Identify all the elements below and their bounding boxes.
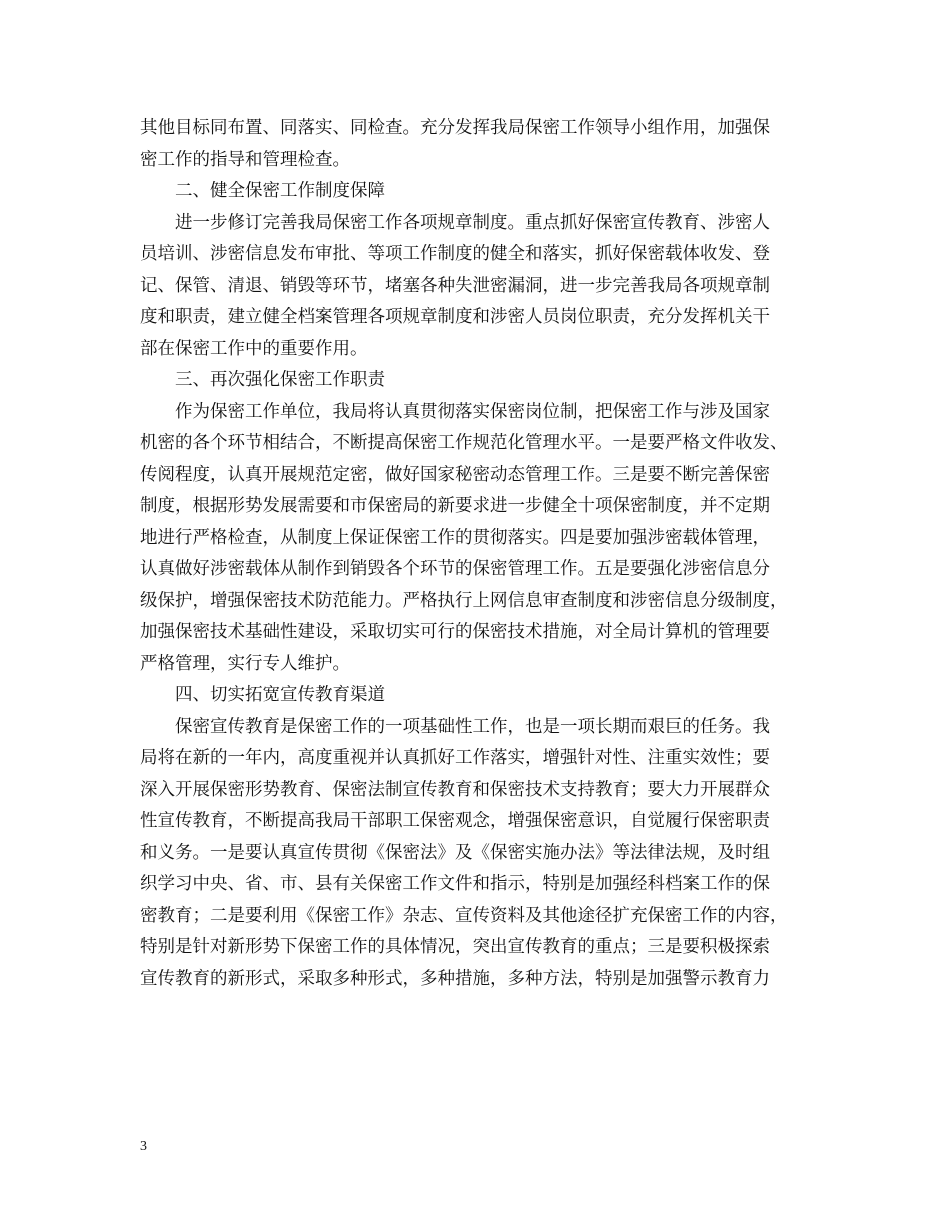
section-heading: 二、健全保密工作制度保障 bbox=[175, 181, 385, 201]
section-heading: 四、切实拓宽宣传教育渠道 bbox=[175, 685, 385, 705]
text-line: 机密的各个环节相结合，不断提高保密工作规范化管理水平。一是要严格文件收发、 bbox=[140, 433, 788, 453]
text-line: 作为保密工作单位，我局将认真贯彻落实保密岗位制，把保密工作与涉及国家 bbox=[175, 401, 770, 422]
text-line: 级保护，增强保密技术防范能力。严格执行上网信息审查制度和涉密信息分级制度， bbox=[140, 590, 788, 611]
body-text bbox=[140, 113, 820, 995]
text-line: 制度，根据形势发展需要和市保密局的新要求进一步健全十项保密制度，并不定期 bbox=[140, 496, 770, 516]
text-line: 宣传教育的新形式，采取多种形式，多种措施，多种方法，特别是加强警示教育力 bbox=[140, 968, 770, 989]
text-line: 密教育；二是要利用《保密工作》杂志、宣传资料及其他途径扩充保密工作的内容， bbox=[140, 905, 788, 926]
text-line: 性宣传教育，不断提高我局干部职工保密观念，增强保密意识，自觉履行保密职责 bbox=[140, 811, 770, 831]
text-line: 认真做好涉密载体从制作到销毁各个环节的保密管理工作。五是要强化涉密信息分 bbox=[140, 559, 770, 579]
text-line: 地进行严格检查，从制度上保证保密工作的贯彻落实。四是要加强涉密载体管理， bbox=[140, 527, 770, 548]
text-line: 保密宣传教育是保密工作的一项基础性工作，也是一项长期而艰巨的任务。我 bbox=[175, 716, 770, 737]
text-line: 度和职责，建立健全档案管理各项规章制度和涉密人员岗位职责，充分发挥机关干 bbox=[140, 307, 770, 327]
text-line: 加强保密技术基础性建设，采取切实可行的保密技术措施，对全局计算机的管理要 bbox=[140, 622, 770, 642]
text-line: 深入开展保密形势教育、保密法制宣传教育和保密技术支持教育；要大力开展群众 bbox=[140, 779, 770, 800]
text-line: 和义务。一是要认真宣传贯彻《保密法》及《保密实施办法》等法律法规，及时组 bbox=[140, 842, 770, 863]
section-heading: 三、再次强化保密工作职责 bbox=[175, 370, 385, 390]
text-line: 部在保密工作中的重要作用。 bbox=[140, 338, 368, 359]
text-line: 记、保管、清退、销毁等环节，堵塞各种失泄密漏洞，进一步完善我局各项规章制 bbox=[140, 275, 770, 296]
page-number: 3 bbox=[140, 1139, 147, 1154]
text-line: 员培训、涉密信息发布审批、等项工作制度的健全和落实，抓好保密载体收发、登 bbox=[140, 244, 770, 264]
text-line: 进一步修订完善我局保密工作各项规章制度。重点抓好保密宣传教育、涉密人 bbox=[175, 212, 770, 233]
text-line: 特别是针对新形势下保密工作的具体情况，突出宣传教育的重点；三是要积极探索 bbox=[140, 937, 770, 957]
text-line: 局将在新的一年内，高度重视并认真抓好工作落实，增强针对性、注重实效性；要 bbox=[140, 748, 770, 768]
text-line: 严格管理，实行专人维护。 bbox=[140, 653, 350, 674]
text-line: 传阅程度，认真开展规范定密，做好国家秘密动态管理工作。三是要不断完善保密 bbox=[140, 464, 770, 485]
text-line: 密工作的指导和管理检查。 bbox=[140, 149, 350, 170]
text-line: 织学习中央、省、市、县有关保密工作文件和指示，特别是加强经科档案工作的保 bbox=[140, 874, 770, 894]
text-line: 其他目标同布置、同落实、同检查。充分发挥我局保密工作领导小组作用，加强保 bbox=[140, 118, 770, 138]
